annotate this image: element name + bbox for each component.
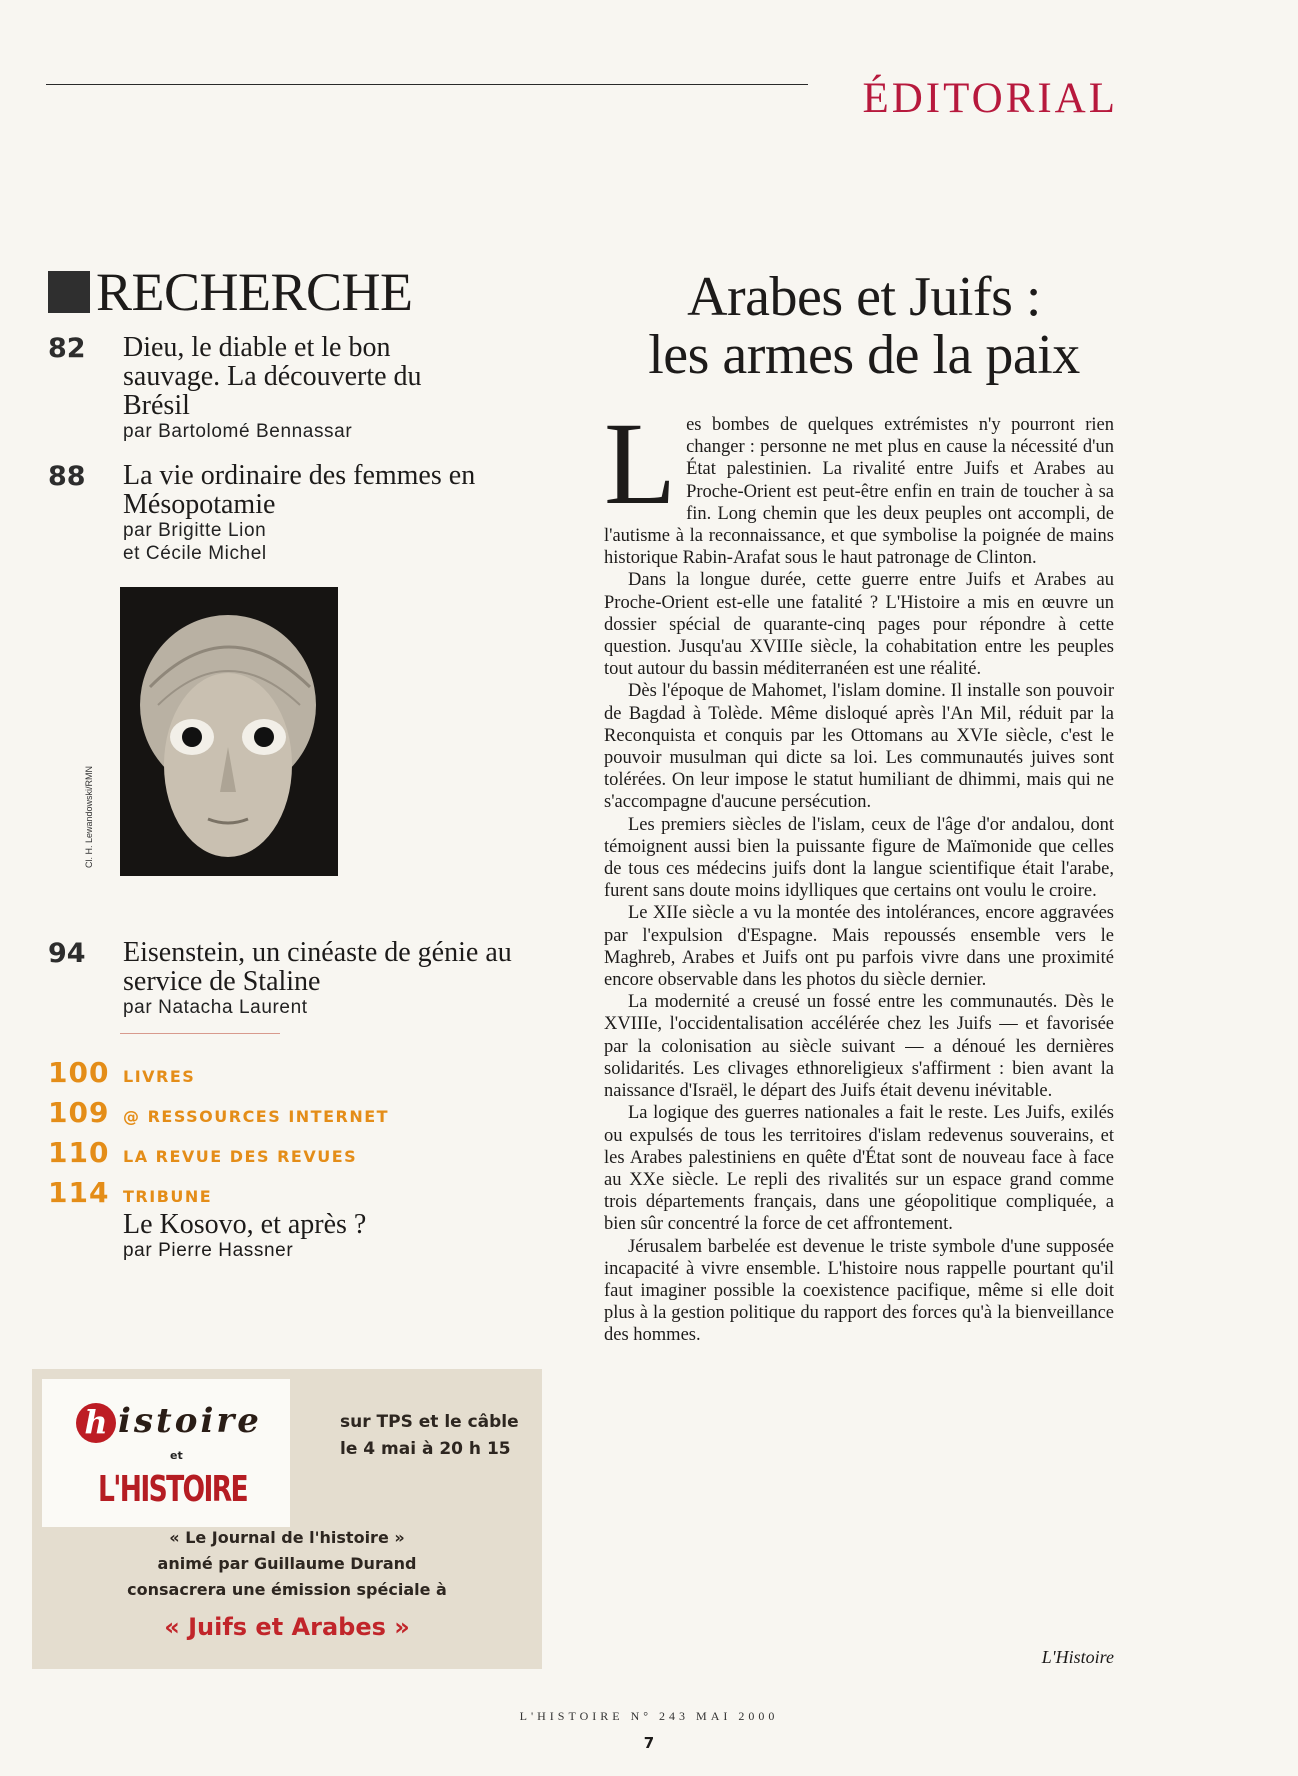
page-number: 88 (48, 461, 86, 492)
page-number: 114 (48, 1176, 110, 1209)
page-number: 94 (48, 938, 86, 969)
header-rule (46, 84, 808, 85)
page-number: 110 (48, 1136, 110, 1169)
article-paragraph: La logique des guerres nationales a fait le reste. Les Juifs, exilés ou expulsés de tous les territoires d'islam redevenus souverains, et les Arabes palestiniens en quête d'État sont de nouveau face à face au XXe siècle. Le repli des rivalités sur un espace grand comme trois départements français, dans une géopolitique compliquée, a bien sûr concentré la force de cet affrontement. (604, 1103, 1114, 1235)
toc-ressources-internet[interactable] (48, 1096, 568, 1129)
page-number: 82 (48, 333, 86, 364)
section-label: @ RESSOURCES INTERNET (123, 1107, 390, 1126)
histoire-initial: h (76, 1403, 116, 1443)
entry-author: par Brigitte Lion (123, 520, 267, 541)
table-of-contents (48, 262, 568, 1262)
section-label: TRIBUNE (123, 1187, 213, 1206)
article-title (604, 268, 1124, 384)
statue-head-photo (84, 587, 338, 876)
rubric-title: RECHERCHE (96, 262, 413, 322)
article-signature: L'Histoire (1041, 1647, 1114, 1667)
section-title: ÉDITORIAL (862, 75, 1118, 122)
page-footer: L'HISTOIRE N° 243 MAI 2000 (519, 1709, 779, 1723)
promo-desc-line: « Le Journal de l'histoire » (169, 1528, 405, 1547)
broadcast-channel: sur TPS et le câble (340, 1412, 519, 1432)
section-label: LA REVUE DES REVUES (123, 1147, 358, 1166)
rubric-heading (48, 262, 568, 322)
histoire-channel-logo (76, 1401, 262, 1443)
article-paragraph: Dans la longue durée, cette guerre entre Juifs et Arabes au Proche-Orient est-elle une fatalité ? L'Histoire a mis en œuvre un dossier spécial de quarante-cinq pages pour répondre à cette question. Jusqu'au XVIIIe siècle, la cohabitation entre les peuples tout autour du bassin méditerranéen est une réalité. (604, 570, 1114, 680)
article-title-line1: Arabes et Juifs : (687, 266, 1041, 328)
logos-panel (42, 1379, 290, 1527)
toc-entry-94[interactable] (48, 938, 568, 1019)
page-number-footer: 7 (643, 1734, 655, 1752)
article-title-line2: les armes de la paix (648, 324, 1080, 386)
article-paragraph: Le XIIe siècle a vu la montée des intolérances, encore aggravées par l'expulsion d'Espagne. Mais repoussés ensemble vers le Maghreb, Arabes et Juifs ont pu parfois vivre dans une proximité encore observable dans les photos du siècle dernier. (604, 903, 1114, 991)
tribune-entry[interactable] (48, 1210, 568, 1262)
entry-title: Eisenstein, un cinéaste de génie au service de Staline (123, 937, 512, 997)
entry-author: par Pierre Hassner (123, 1240, 294, 1261)
square-bullet-icon (48, 271, 90, 313)
page-number: 100 (48, 1056, 110, 1089)
toc-revue-des-revues[interactable] (48, 1136, 568, 1169)
entry-title: Dieu, le diable et le bon sauvage. La découverte du Brésil (123, 332, 422, 421)
toc-livres[interactable] (48, 1056, 568, 1089)
program-title: « Juifs et Arabes » (164, 1613, 410, 1641)
article-paragraph: La modernité a creusé un fossé entre les communautés. Dès le XVIIIe, l'occidentalisation accélérée chez les Juifs — et favorisée par la colonisation au siècle suivant — a dénoué les dernières solidarités. Les clivages ethnoreligieux s'affirment : bien avant la naissance d'Israël, le départ des Juifs était devenu inévitable. (604, 992, 1114, 1102)
tv-promo-box (32, 1369, 542, 1669)
entry-coauthor: et Cécile Michel (123, 543, 267, 564)
promo-desc-line: consacrera une émission spéciale à (127, 1580, 447, 1599)
article-paragraph: Jérusalem barbelée est devenue le triste symbole d'une supposée incapacité à vivre ensemble. L'histoire nous rappelle pourtant qu'il faut imaginer possible la coexistence pacifique, même si elle doit plus à la gestion politique du rapport des forces qu'à la bienveillance des hommes. (604, 1236, 1114, 1346)
divider (120, 1033, 280, 1034)
article-paragraph: Les premiers siècles de l'islam, ceux de l'âge d'or andalou, dont témoignent aussi bien la puissante figure de Maïmonide que celles de tous ces médecins juifs dont la langue scientifique était l'arabe, furent sans doute moins idylliques que certains ont voulu le croire. (604, 814, 1114, 902)
entry-title: Le Kosovo, et après ? (123, 1209, 367, 1240)
histoire-wordmark: istoire (118, 1401, 262, 1441)
statue-head-image (120, 587, 338, 876)
broadcast-date: le 4 mai à 20 h 15 (340, 1439, 511, 1459)
promo-description (32, 1525, 542, 1603)
lhistoire-logo: L'HISTOIRE (98, 1469, 248, 1510)
paragraph-text: es bombes de quelques extrémistes n'y pourront rien changer : personne ne met plus en cause la nécessité d'un État palestinien. La rivalité entre Juifs et Arabes au Proche-Orient est peut-être enfin en train de toucher à sa fin. Long chemin que les deux peuples ont accompli, de l'autisme à la reconnaissance, et que symbolise la poignée de mains historique Rabin-Arafat sous le haut patronage de Clinton. (604, 415, 1114, 569)
article-paragraph: Dès l'époque de Mahomet, l'islam domine. Il installe son pouvoir de Bagdad à Tolède. Même disloqué après l'An Mil, réduit par la Reconquista et conquis par les Ottomans au XVIe siècle, c'est le pouvoir musulman qui dicte sa loi. Les communautés juives sont tolérées. On leur impose le statut humiliant de dhimmi, mais qui ne s'accompagne d'aucune persécution. (604, 681, 1114, 813)
article-paragraph (604, 398, 1114, 569)
logo-connector: et (170, 1449, 183, 1462)
drop-cap: L (604, 398, 677, 529)
page-number: 109 (48, 1096, 110, 1129)
section-label: LIVRES (123, 1067, 196, 1086)
toc-entry-88[interactable] (48, 461, 568, 565)
promo-desc-line: animé par Guillaume Durand (157, 1554, 417, 1573)
entry-author: par Natacha Laurent (123, 997, 308, 1018)
toc-entry-82[interactable] (48, 333, 568, 443)
entry-author: par Bartolomé Bennassar (123, 421, 353, 442)
photo-credit: Cl. H. Lewandowski/RMN (84, 765, 94, 868)
broadcast-time (340, 1409, 519, 1463)
entry-title: La vie ordinaire des femmes en Mésopotamie (123, 460, 476, 520)
toc-tribune[interactable] (48, 1176, 568, 1209)
article-body (604, 398, 1114, 1347)
